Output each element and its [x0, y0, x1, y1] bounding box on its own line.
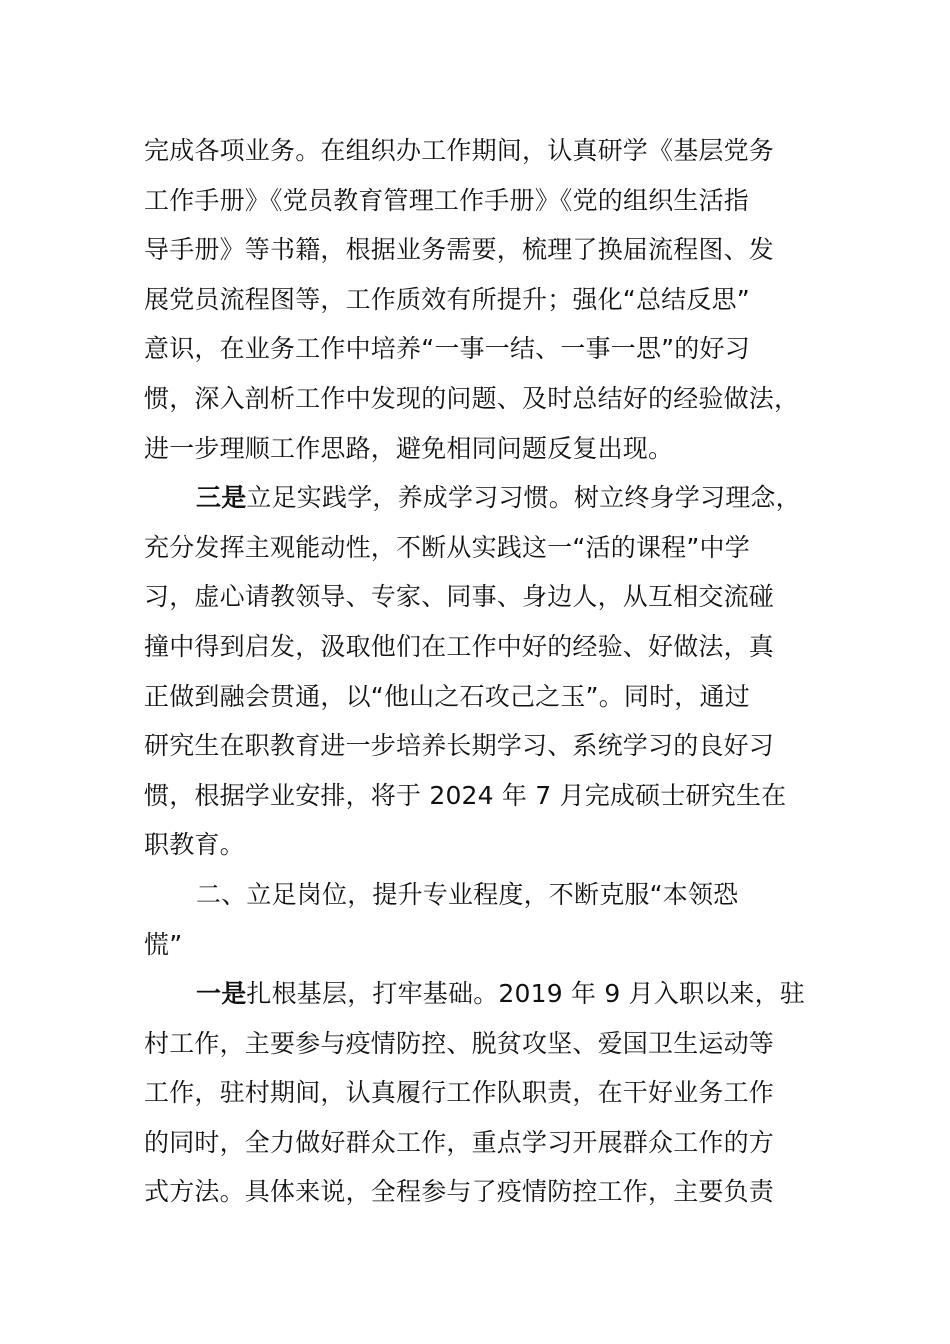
text-line: 正做到融会贯通，以“他山之石攻己之玉”。同时，通过 — [144, 681, 750, 711]
document-body — [144, 126, 808, 1217]
lead-keyword: 一是 — [196, 979, 247, 1009]
paragraph-study-work — [144, 126, 808, 473]
text-line: 导手册》等书籍，根据业务需要，梳理了换届流程图、发 — [144, 235, 775, 265]
heading-line: 慌” — [144, 929, 183, 959]
text-line: 职教育。 — [144, 830, 245, 860]
section-heading — [144, 870, 808, 969]
lead-sentence: 立足实践学，养成学习习惯。树立终身学习理念， — [246, 483, 801, 513]
text-line: 进一步理顺工作思路，避免相同问题反复出现。 — [144, 433, 674, 463]
lead-sentence: 扎根基层，打牢基础。2019 年 9 月入职以来，驻 — [246, 979, 805, 1009]
text-line — [144, 473, 808, 523]
text-line: 式方法。具体来说，全程参与了疫情防控工作，主要负责 — [144, 1177, 775, 1207]
text-line: 的同时，全力做好群众工作，重点学习开展群众工作的方 — [144, 1127, 775, 1157]
text-line: 研究生在职教育进一步培养长期学习、系统学习的良好习 — [144, 731, 775, 761]
text-line: 撞中得到启发，汲取他们在工作中好的经验、好做法，真 — [144, 631, 775, 661]
text-line: 展党员流程图等，工作质效有所提升；强化“总结反思” — [144, 284, 750, 314]
text-line: 村工作，主要参与疫情防控、脱贫攻坚、爱国卫生运动等 — [144, 1028, 775, 1058]
text-line: 惯，深入剖析工作中发现的问题、及时总结好的经验做法， — [144, 383, 800, 413]
heading-line: 二、立足岗位，提升专业程度，不断克服“本领恐 — [196, 879, 739, 909]
text-line: 工作，驻村期间，认真履行工作队职责，在干好业务工作 — [144, 1078, 775, 1108]
text-line: 工作手册》《党员教育管理工作手册》《党的组织生活指 — [144, 185, 750, 215]
paragraph-grassroots — [144, 969, 808, 1217]
text-line: 惯，根据学业安排，将于 2024 年 7 月完成硕士研究生在 — [144, 780, 787, 810]
text-line: 习，虚心请教领导、专家、同事、身边人，从互相交流碰 — [144, 582, 775, 612]
text-line: 完成各项业务。在组织办工作期间，认真研学《基层党务 — [144, 136, 775, 165]
paragraph-practice-learning — [144, 473, 808, 870]
lead-keyword: 三是 — [196, 483, 247, 513]
text-line: 充分发挥主观能动性，不断从实践这一“活的课程”中学 — [144, 532, 750, 562]
text-line — [144, 969, 808, 1019]
text-line: 意识，在业务工作中培养“一事一结、一事一思”的好习 — [144, 334, 750, 364]
